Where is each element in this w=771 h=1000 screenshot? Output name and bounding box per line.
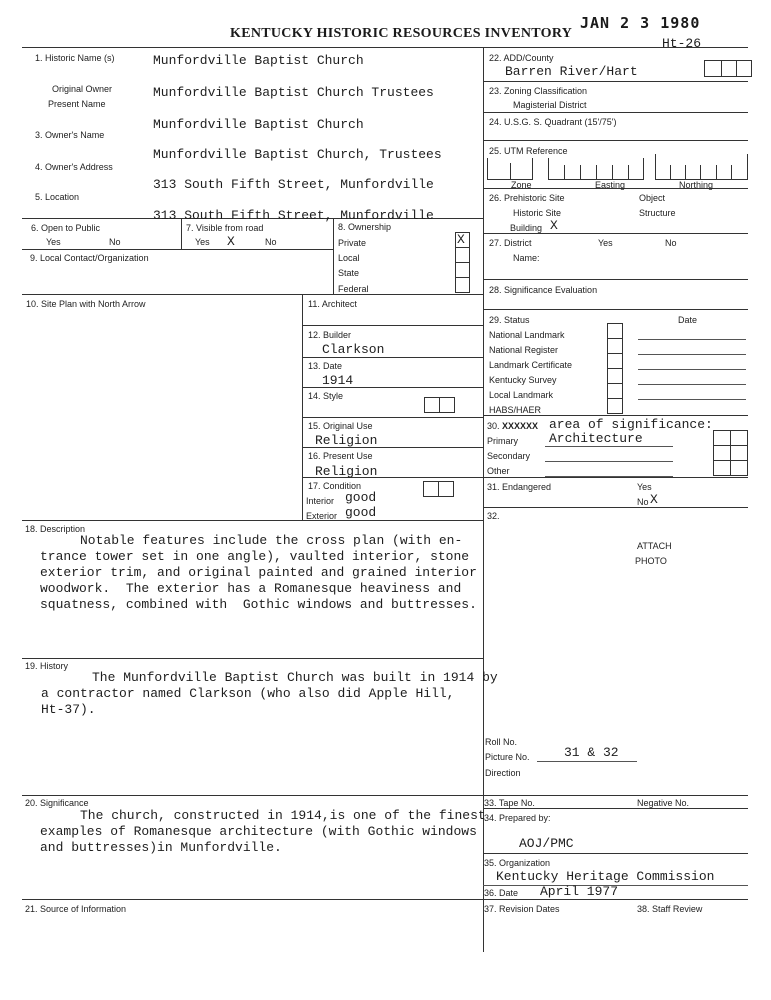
- add-county-label: 22. ADD/County: [489, 53, 554, 63]
- row-divider: [483, 899, 748, 900]
- utm-tick: [628, 165, 629, 180]
- description-label: 18. Description: [25, 524, 86, 534]
- status-item: HABS/HAER: [489, 405, 542, 415]
- original-owner-value: Munfordville Baptist Church Trustees: [153, 85, 434, 100]
- style-code-box: [424, 397, 440, 413]
- present-name-value: Munfordville Baptist Church: [153, 117, 364, 132]
- row-divider: [483, 309, 748, 310]
- other-line: [545, 476, 673, 477]
- magisterial-district-label: Magisterial District: [513, 100, 587, 110]
- owners-name-label: 3. Owner's Name: [35, 130, 105, 140]
- utm-tick: [716, 165, 717, 180]
- staff-review-label: 38. Staff Review: [637, 904, 703, 914]
- utm-tick: [580, 165, 581, 180]
- endangered-no: No: [637, 497, 649, 507]
- row-divider: [483, 233, 748, 234]
- other-label: Other: [487, 466, 510, 476]
- county-code-box: [704, 60, 722, 77]
- zoning-label: 23. Zoning Classification: [489, 86, 588, 96]
- primary-value: Architecture: [549, 431, 643, 446]
- significance-line: and buttresses)in Munfordville.: [40, 840, 282, 855]
- row-divider: [302, 325, 483, 326]
- significance-code-box: [730, 430, 748, 446]
- district-yes: Yes: [598, 238, 613, 248]
- utm-easting-label: Easting: [595, 180, 626, 190]
- exterior-condition-value: good: [345, 505, 377, 520]
- ownership-label: 8. Ownership: [338, 222, 392, 232]
- status-checkbox: [607, 353, 623, 369]
- history-line: The Munfordville Baptist Church was built in 1914 by: [92, 670, 498, 685]
- county-code-box: [721, 60, 737, 77]
- significance-code-box: [713, 460, 731, 476]
- form-date-value: April 1977: [540, 884, 619, 899]
- exterior-label: Exterior: [306, 511, 338, 521]
- history-line: a contractor named Clarkson (who also did Apple Hill,: [41, 686, 455, 701]
- open-to-public-yes: Yes: [46, 237, 61, 247]
- prepared-by-value: AOJ/PMC: [519, 836, 574, 851]
- row-divider: [22, 249, 333, 250]
- source-of-information-label: 21. Source of Information: [25, 904, 127, 914]
- area-of-significance-number: 30.: [487, 421, 500, 431]
- status-date-line: [638, 354, 746, 355]
- form-title: KENTUCKY HISTORIC RESOURCES INVENTORY: [230, 26, 573, 41]
- builder-label: 12. Builder: [308, 330, 352, 340]
- condition-code-box: [438, 481, 454, 497]
- status-label: 29. Status: [489, 315, 530, 325]
- description-line: Notable features include the cross plan (with en-: [80, 533, 463, 548]
- builder-value: Clarkson: [322, 342, 385, 357]
- original-use-value: Religion: [315, 433, 378, 448]
- ownership-checkbox: [455, 262, 470, 278]
- district-no: No: [665, 238, 677, 248]
- site-plan-label: 10. Site Plan with North Arrow: [26, 299, 146, 309]
- row-divider: [483, 477, 748, 478]
- status-date-line: [638, 399, 746, 400]
- form-top-border: [22, 47, 748, 48]
- utm-tick: [731, 165, 732, 180]
- county-code-box: [736, 60, 752, 77]
- ownership-checkbox: [455, 277, 470, 293]
- utm-tick: [700, 165, 701, 180]
- object-label: Object: [639, 193, 666, 203]
- style-label: 14. Style: [308, 391, 344, 401]
- architect-label: 11. Architect: [308, 299, 357, 309]
- col-divider: [302, 294, 303, 520]
- building-label: Building: [510, 223, 543, 233]
- struck-out-label: XXXXXX: [502, 421, 539, 431]
- utm-reference-label: 25. UTM Reference: [489, 146, 568, 156]
- received-date-stamp: JAN 2 3 1980: [580, 14, 701, 32]
- visible-from-road-mark: X: [227, 234, 235, 249]
- interior-condition-value: good: [345, 490, 377, 505]
- present-use-value: Religion: [315, 464, 378, 479]
- utm-tick: [612, 165, 613, 180]
- row-divider: [483, 507, 748, 508]
- location-label: 5. Location: [35, 192, 80, 202]
- row-divider: [483, 808, 748, 809]
- significance-code-box: [713, 430, 731, 446]
- row-divider: [22, 795, 483, 796]
- row-divider: [483, 81, 748, 82]
- visible-from-road-yes: Yes: [195, 237, 210, 247]
- endangered-mark: X: [650, 492, 658, 507]
- visible-from-road-no: No: [265, 237, 277, 247]
- historic-name-value: Munfordville Baptist Church: [153, 53, 364, 68]
- historic-site-label: Historic Site: [513, 208, 562, 218]
- site-number: Ht-26: [662, 36, 702, 51]
- original-use-label: 15. Original Use: [308, 421, 373, 431]
- status-date-label: Date: [678, 315, 698, 325]
- roll-number-label: Roll No.: [485, 737, 518, 747]
- organization-value: Kentucky Heritage Commission: [496, 869, 715, 884]
- date-value: 1914: [322, 373, 354, 388]
- direction-label: Direction: [485, 768, 521, 778]
- date-label: 13. Date: [308, 361, 343, 371]
- col-divider: [333, 218, 334, 294]
- significance-evaluation-label: 28. Significance Evaluation: [489, 285, 598, 295]
- status-checkbox: [607, 383, 623, 399]
- row-divider: [22, 520, 483, 521]
- style-code-box: [439, 397, 455, 413]
- local-contact-label: 9. Local Contact/Organization: [30, 253, 149, 263]
- photo-label: PHOTO: [635, 556, 667, 566]
- add-county-value: Barren River/Hart: [505, 64, 638, 79]
- row-divider: [483, 415, 748, 416]
- usgs-quadrant-label: 24. U.S.G. S. Quadrant (15'/75'): [489, 117, 617, 127]
- ownership-option-label: Federal: [338, 284, 369, 294]
- status-date-line: [638, 339, 746, 340]
- utm-northing-box: [655, 154, 748, 180]
- row-divider: [302, 417, 483, 418]
- significance-line: examples of Romanesque architecture (with Gothic windows: [40, 824, 477, 839]
- utm-tick: [596, 165, 597, 180]
- area-of-significance-label: area of significance:: [549, 417, 713, 432]
- open-to-public-label: 6. Open to Public: [31, 223, 101, 233]
- structure-label: Structure: [639, 208, 676, 218]
- form-date-label: 36. Date: [484, 888, 519, 898]
- row-divider: [483, 795, 748, 796]
- prepared-by-label: 34. Prepared by:: [484, 813, 551, 823]
- prehistoric-site-label: 26. Prehistoric Site: [489, 193, 565, 203]
- row-divider: [483, 853, 748, 854]
- status-checkbox: [607, 323, 623, 339]
- primary-label: Primary: [487, 436, 518, 446]
- status-checkbox: [607, 338, 623, 354]
- status-item: National Landmark: [489, 330, 565, 340]
- status-item: Landmark Certificate: [489, 360, 573, 370]
- endangered-label: 31. Endangered: [487, 482, 552, 492]
- utm-zone-label: Zone: [511, 180, 532, 190]
- status-item: Kentucky Survey: [489, 375, 557, 385]
- status-item: Local Landmark: [489, 390, 554, 400]
- row-divider: [483, 112, 748, 113]
- ownership-option-label: Local: [338, 253, 360, 263]
- significance-line: The church, constructed in 1914,is one of the finest: [80, 808, 486, 823]
- picture-number-value: 31 & 32: [564, 745, 619, 760]
- condition-label: 17. Condition: [308, 481, 362, 491]
- significance-code-box: [730, 445, 748, 461]
- condition-code-box: [423, 481, 439, 497]
- secondary-label: Secondary: [487, 451, 531, 461]
- historic-name-label: 1. Historic Name (s): [35, 53, 115, 63]
- original-owner-label: Original Owner: [52, 84, 113, 94]
- status-date-line: [638, 369, 746, 370]
- row-divider: [483, 279, 748, 280]
- tape-number-label: 33. Tape No.: [484, 798, 535, 808]
- owners-address-value: 313 South Fifth Street, Munfordville: [153, 177, 434, 192]
- primary-line: [545, 446, 673, 447]
- open-to-public-no: No: [109, 237, 121, 247]
- photo-number: 32.: [487, 511, 500, 521]
- owners-address-label: 4. Owner's Address: [35, 162, 113, 172]
- organization-label: 35. Organization: [484, 858, 551, 868]
- ownership-mark: X: [457, 232, 465, 247]
- attach-label: ATTACH: [637, 541, 672, 551]
- row-divider: [302, 357, 483, 358]
- status-date-line: [638, 384, 746, 385]
- history-label: 19. History: [25, 661, 69, 671]
- history-line: Ht-37).: [41, 702, 96, 717]
- endangered-yes: Yes: [637, 482, 652, 492]
- negative-number-label: Negative No.: [637, 798, 690, 808]
- district-label: 27. District: [489, 238, 532, 248]
- present-use-label: 16. Present Use: [308, 451, 373, 461]
- owners-name-value: Munfordville Baptist Church, Trustees: [153, 147, 442, 162]
- utm-tick: [685, 165, 686, 180]
- utm-tick: [510, 163, 511, 180]
- significance-code-box: [713, 445, 731, 461]
- status-checkbox: [607, 398, 623, 414]
- picture-number-line: [537, 761, 637, 762]
- description-line: trance tower set in one angle), vaulted interior, stone: [40, 549, 470, 564]
- row-divider: [22, 294, 483, 295]
- present-name-label: Present Name: [48, 99, 106, 109]
- interior-label: Interior: [306, 496, 335, 506]
- utm-tick: [564, 165, 565, 180]
- row-divider: [483, 140, 748, 141]
- description-line: exterior trim, and original painted and grained interior: [40, 565, 477, 580]
- picture-number-label: Picture No.: [485, 752, 530, 762]
- description-line: woodwork. The exterior has a Romanesque heaviness and: [40, 581, 462, 596]
- ownership-option-label: Private: [338, 238, 367, 248]
- status-checkbox: [607, 368, 623, 384]
- location-value: 313 South Fifth Street, Munfordville: [153, 208, 434, 223]
- description-line: squatness, combined with Gothic windows and buttresses.: [40, 597, 477, 612]
- ownership-checkbox: [455, 247, 470, 263]
- visible-from-road-label: 7. Visible from road: [186, 223, 264, 233]
- district-name-label: Name:: [513, 253, 540, 263]
- utm-tick: [670, 165, 671, 180]
- significance-label: 20. Significance: [25, 798, 89, 808]
- status-item: National Register: [489, 345, 559, 355]
- revision-dates-label: 37. Revision Dates: [484, 904, 560, 914]
- utm-northing-label: Northing: [679, 180, 714, 190]
- secondary-line: [545, 461, 673, 462]
- building-mark: X: [550, 218, 558, 233]
- ownership-option-label: State: [338, 268, 360, 278]
- row-divider: [22, 658, 483, 659]
- row-divider: [22, 899, 483, 900]
- significance-code-box: [730, 460, 748, 476]
